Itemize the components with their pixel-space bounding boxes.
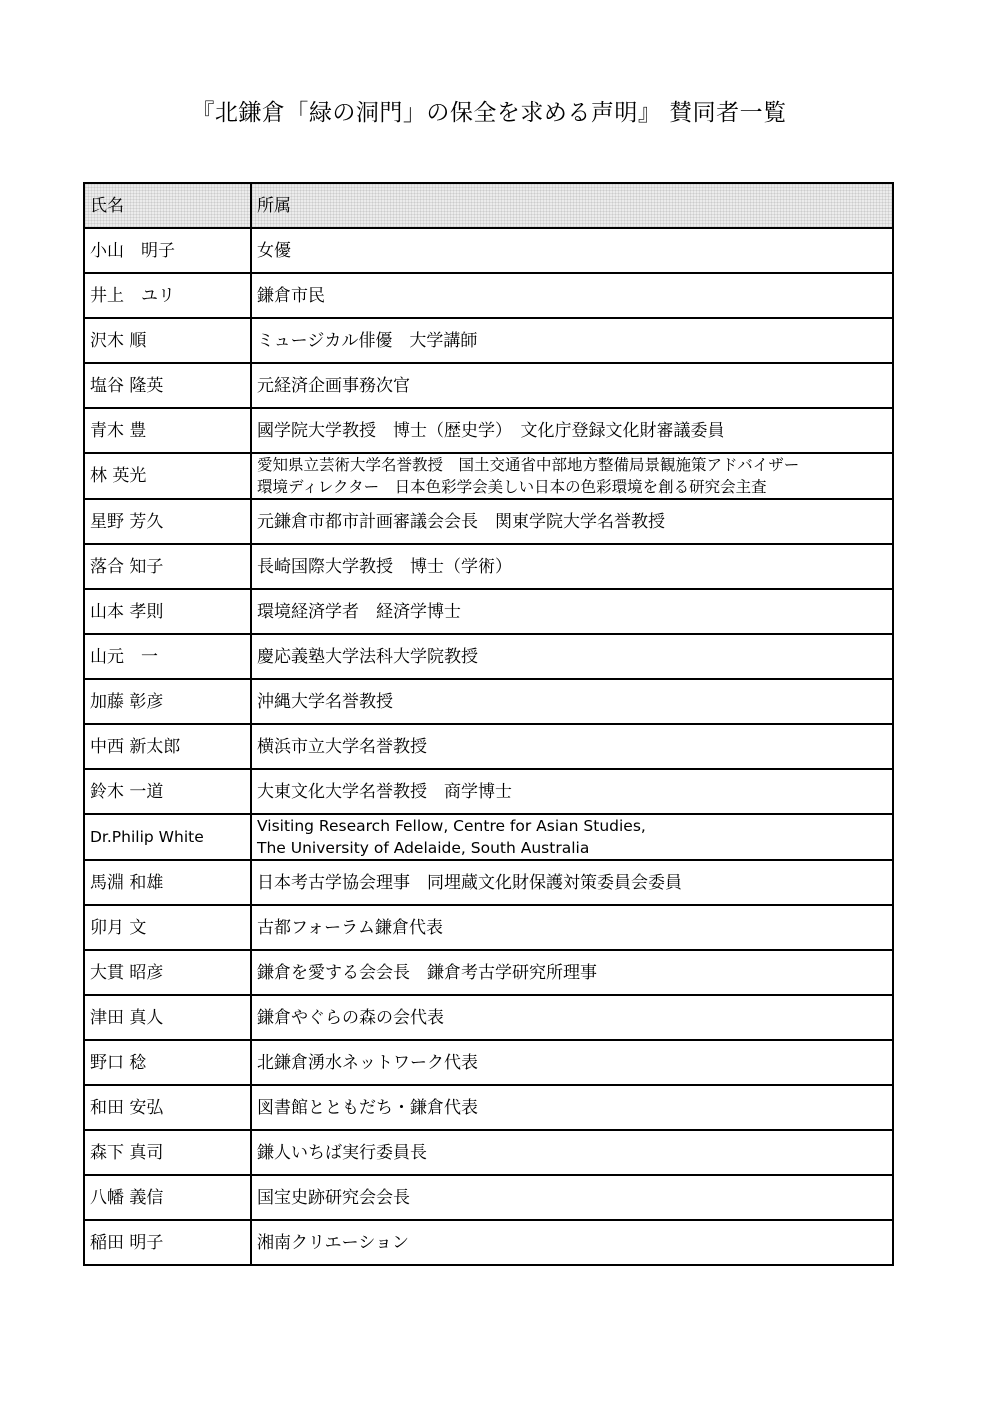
- supporter-affiliation: [251, 860, 893, 905]
- table-row: [84, 724, 893, 769]
- supporter-name: 林 英光: [84, 453, 251, 499]
- table-row: [84, 273, 893, 318]
- supporter-name: 塩谷 隆英: [84, 363, 251, 408]
- affiliation-line: 環境ディレクター 日本色彩学会美しい日本の色彩環境を創る研究会主査: [257, 478, 767, 496]
- header-name: 氏名: [84, 183, 251, 228]
- table-row: [84, 228, 893, 273]
- supporter-name: 八幡 義信: [84, 1175, 251, 1220]
- affiliation-line: 環境経済学者 経済学博士: [257, 601, 461, 622]
- affiliation-line: 沖縄大学名誉教授: [257, 691, 393, 712]
- table-row: [84, 408, 893, 453]
- table-row: [84, 769, 893, 814]
- supporter-affiliation: [251, 408, 893, 453]
- affiliation-line: 古都フォーラム鎌倉代表: [257, 917, 443, 938]
- supporter-name: 落合 知子: [84, 544, 251, 589]
- supporter-name: 和田 安弘: [84, 1085, 251, 1130]
- table-row: [84, 1040, 893, 1085]
- supporter-affiliation: [251, 995, 893, 1040]
- affiliation-line: 図書館とともだち・鎌倉代表: [257, 1097, 478, 1118]
- affiliation-line: 鎌人いちば実行委員長: [257, 1142, 427, 1163]
- affiliation-line: 慶応義塾大学法科大学院教授: [257, 646, 478, 667]
- affiliation-line: 大東文化大学名誉教授 商学博士: [257, 781, 512, 802]
- table-row: [84, 589, 893, 634]
- supporter-name: 森下 真司: [84, 1130, 251, 1175]
- supporter-name: 大貫 昭彦: [84, 950, 251, 995]
- table-row: [84, 318, 893, 363]
- affiliation-line: 国宝史跡研究会会長: [257, 1187, 410, 1208]
- table-header-row: [84, 183, 893, 228]
- supporters-table: [83, 182, 894, 1266]
- affiliation-line: 鎌倉やぐらの森の会代表: [257, 1007, 444, 1028]
- supporter-affiliation: [251, 634, 893, 679]
- supporter-name: 卯月 文: [84, 905, 251, 950]
- supporter-affiliation: [251, 544, 893, 589]
- supporter-affiliation: [251, 1040, 893, 1085]
- supporter-name: Dr.Philip White: [84, 814, 251, 860]
- supporter-affiliation: [251, 1175, 893, 1220]
- affiliation-line: Visiting Research Fellow, Centre for Asian Studies,: [257, 817, 646, 835]
- supporter-affiliation: [251, 1130, 893, 1175]
- supporter-name: 沢木 順: [84, 318, 251, 363]
- header-affiliation: 所属: [251, 183, 893, 228]
- supporter-name: 青木 豊: [84, 408, 251, 453]
- supporter-affiliation: [251, 589, 893, 634]
- table-row: [84, 453, 893, 499]
- supporter-name: 津田 真人: [84, 995, 251, 1040]
- table-row: [84, 995, 893, 1040]
- supporter-affiliation: [251, 679, 893, 724]
- supporter-affiliation: [251, 318, 893, 363]
- supporter-name: 馬淵 和雄: [84, 860, 251, 905]
- table-row: [84, 1220, 893, 1265]
- table-row: [84, 1085, 893, 1130]
- supporter-affiliation: [251, 950, 893, 995]
- table-row: [84, 1130, 893, 1175]
- table-row: [84, 905, 893, 950]
- supporter-name: 野口 稔: [84, 1040, 251, 1085]
- affiliation-line: 長崎国際大学教授 博士（学術）: [257, 556, 512, 577]
- supporter-affiliation: [251, 769, 893, 814]
- affiliation-line: 北鎌倉湧水ネットワーク代表: [257, 1052, 478, 1073]
- supporter-affiliation: [251, 228, 893, 273]
- affiliation-line: 女優: [257, 240, 291, 261]
- supporter-name: 山元 一: [84, 634, 251, 679]
- affiliation-line: 日本考古学協会理事 同埋蔵文化財保護対策委員会委員: [257, 872, 682, 893]
- table-row: [84, 499, 893, 544]
- table-row: [84, 363, 893, 408]
- supporter-name: 加藤 彰彦: [84, 679, 251, 724]
- supporter-affiliation: [251, 1220, 893, 1265]
- page-title: 『北鎌倉「緑の洞門」の保全を求める声明』 賛同者一覧: [191, 100, 787, 126]
- supporter-affiliation: [251, 499, 893, 544]
- affiliation-line: 湘南クリエーション: [257, 1232, 409, 1253]
- supporter-affiliation: [251, 363, 893, 408]
- supporter-affiliation: [251, 1085, 893, 1130]
- supporter-affiliation: [251, 905, 893, 950]
- supporter-name: 鈴木 一道: [84, 769, 251, 814]
- affiliation-line: 元鎌倉市都市計画審議会会長 関東学院大学名誉教授: [257, 511, 665, 532]
- affiliation-line: 元経済企画事務次官: [257, 375, 410, 396]
- supporter-name: 中西 新太郎: [84, 724, 251, 769]
- affiliation-line: The University of Adelaide, South Australia: [257, 839, 590, 857]
- table-row: [84, 544, 893, 589]
- affiliation-line: 鎌倉を愛する会会長 鎌倉考古学研究所理事: [257, 962, 597, 983]
- table-body: [84, 228, 893, 1265]
- supporter-affiliation: [251, 453, 893, 499]
- table-row: [84, 679, 893, 724]
- supporter-affiliation: [251, 724, 893, 769]
- supporter-name: 井上 ユリ: [84, 273, 251, 318]
- affiliation-line: 愛知県立芸術大学名誉教授 国土交通省中部地方整備局景観施策アドバイザー: [257, 456, 800, 474]
- supporter-name: 小山 明子: [84, 228, 251, 273]
- table-row: [84, 814, 893, 860]
- affiliation-line: 横浜市立大学名誉教授: [257, 736, 427, 757]
- table-row: [84, 634, 893, 679]
- affiliation-line: 國学院大学教授 博士（歴史学） 文化庁登録文化財審議委員: [257, 420, 725, 441]
- supporter-name: 山本 孝則: [84, 589, 251, 634]
- supporter-affiliation: [251, 273, 893, 318]
- table-row: [84, 1175, 893, 1220]
- table-row: [84, 950, 893, 995]
- table-row: [84, 860, 893, 905]
- supporter-affiliation: [251, 814, 893, 860]
- supporter-name: 稲田 明子: [84, 1220, 251, 1265]
- supporter-name: 星野 芳久: [84, 499, 251, 544]
- affiliation-line: 鎌倉市民: [257, 285, 325, 306]
- affiliation-line: ミュージカル俳優 大学講師: [257, 330, 478, 351]
